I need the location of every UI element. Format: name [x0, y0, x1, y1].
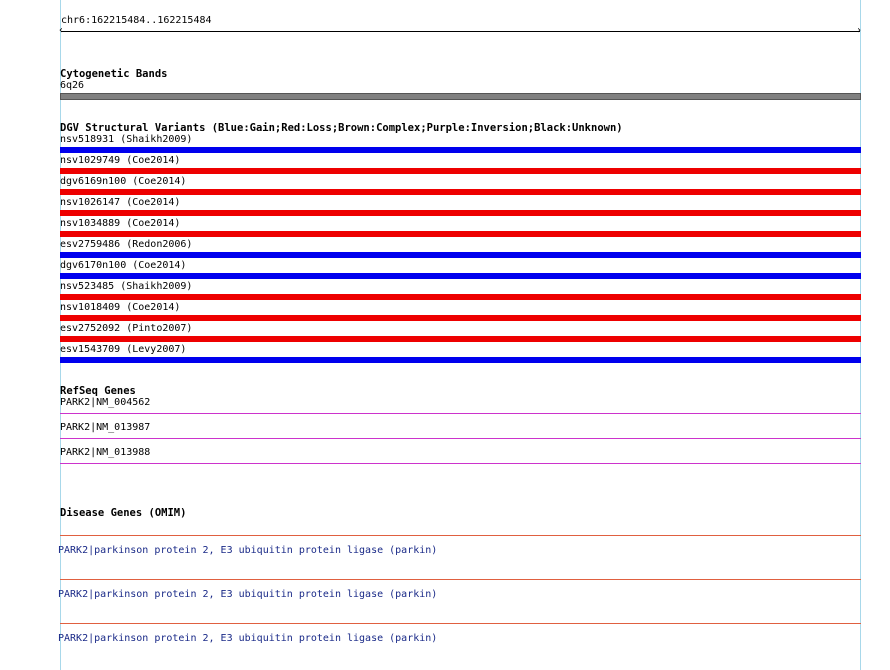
dgv-variant-label[interactable]: nsv1029749 (Coe2014)	[60, 155, 181, 166]
dgv-variant-bar[interactable]	[60, 252, 861, 258]
dgv-variant-label[interactable]: nsv518931 (Shaikh2009)	[60, 134, 193, 145]
cytoband-bar[interactable]	[60, 93, 861, 100]
dgv-variant-label[interactable]: dgv6170n100 (Coe2014)	[60, 260, 187, 271]
dgv-variant-bar[interactable]	[60, 336, 861, 342]
dgv-variant-bar[interactable]	[60, 294, 861, 300]
dgv-variant-bar[interactable]	[60, 315, 861, 321]
dgv-variant-label[interactable]: esv1543709 (Levy2007)	[60, 344, 187, 355]
right-boundary-line	[860, 0, 861, 670]
ruler-location: chr6:162215484..162215484	[61, 15, 212, 26]
ruler-right-arrow-icon: ›	[856, 25, 863, 36]
refseq-track-title: RefSeq Genes	[60, 385, 136, 397]
omim-gene-label[interactable]: PARK2|parkinson protein 2, E3 ubiquitin protein ligase (parkin)	[58, 545, 438, 556]
omim-gene-line[interactable]	[60, 623, 861, 624]
dgv-variant-bar[interactable]	[60, 210, 861, 216]
dgv-variant-label[interactable]: nsv523485 (Shaikh2009)	[60, 281, 193, 292]
dgv-variant-label[interactable]: nsv1018409 (Coe2014)	[60, 302, 181, 313]
ruler-line	[61, 31, 860, 32]
dgv-variant-bar[interactable]	[60, 273, 861, 279]
dgv-variant-bar[interactable]	[60, 168, 861, 174]
cytobands-track-title: Cytogenetic Bands	[60, 68, 168, 80]
refseq-gene-label[interactable]: PARK2|NM_013987	[60, 422, 151, 433]
dgv-track-title: DGV Structural Variants (Blue:Gain;Red:Loss;Brown:Complex;Purple:Inversion;Black:Unknown)	[60, 122, 623, 134]
dgv-variant-bar[interactable]	[60, 231, 861, 237]
dgv-variant-label[interactable]: esv2752092 (Pinto2007)	[60, 323, 193, 334]
omim-track-title: Disease Genes (OMIM)	[60, 507, 187, 519]
dgv-variant-label[interactable]: esv2759486 (Redon2006)	[60, 239, 193, 250]
refseq-gene-line[interactable]	[60, 463, 861, 464]
refseq-gene-label[interactable]: PARK2|NM_004562	[60, 397, 151, 408]
left-boundary-line	[60, 0, 61, 670]
omim-gene-label[interactable]: PARK2|parkinson protein 2, E3 ubiquitin protein ligase (parkin)	[58, 633, 438, 644]
dgv-variant-bar[interactable]	[60, 189, 861, 195]
ruler-left-arrow-icon: ‹	[58, 25, 65, 36]
dgv-variant-bar[interactable]	[60, 357, 861, 363]
cytoband-label[interactable]: 6q26	[60, 80, 85, 91]
omim-gene-line[interactable]	[60, 535, 861, 536]
dgv-variant-label[interactable]: nsv1026147 (Coe2014)	[60, 197, 181, 208]
dgv-variant-label[interactable]: dgv6169n100 (Coe2014)	[60, 176, 187, 187]
omim-gene-label[interactable]: PARK2|parkinson protein 2, E3 ubiquitin protein ligase (parkin)	[58, 589, 438, 600]
refseq-gene-label[interactable]: PARK2|NM_013988	[60, 447, 151, 458]
refseq-gene-line[interactable]	[60, 413, 861, 414]
dgv-variant-bar[interactable]	[60, 147, 861, 153]
dgv-variant-label[interactable]: nsv1034889 (Coe2014)	[60, 218, 181, 229]
refseq-gene-line[interactable]	[60, 438, 861, 439]
omim-gene-line[interactable]	[60, 579, 861, 580]
